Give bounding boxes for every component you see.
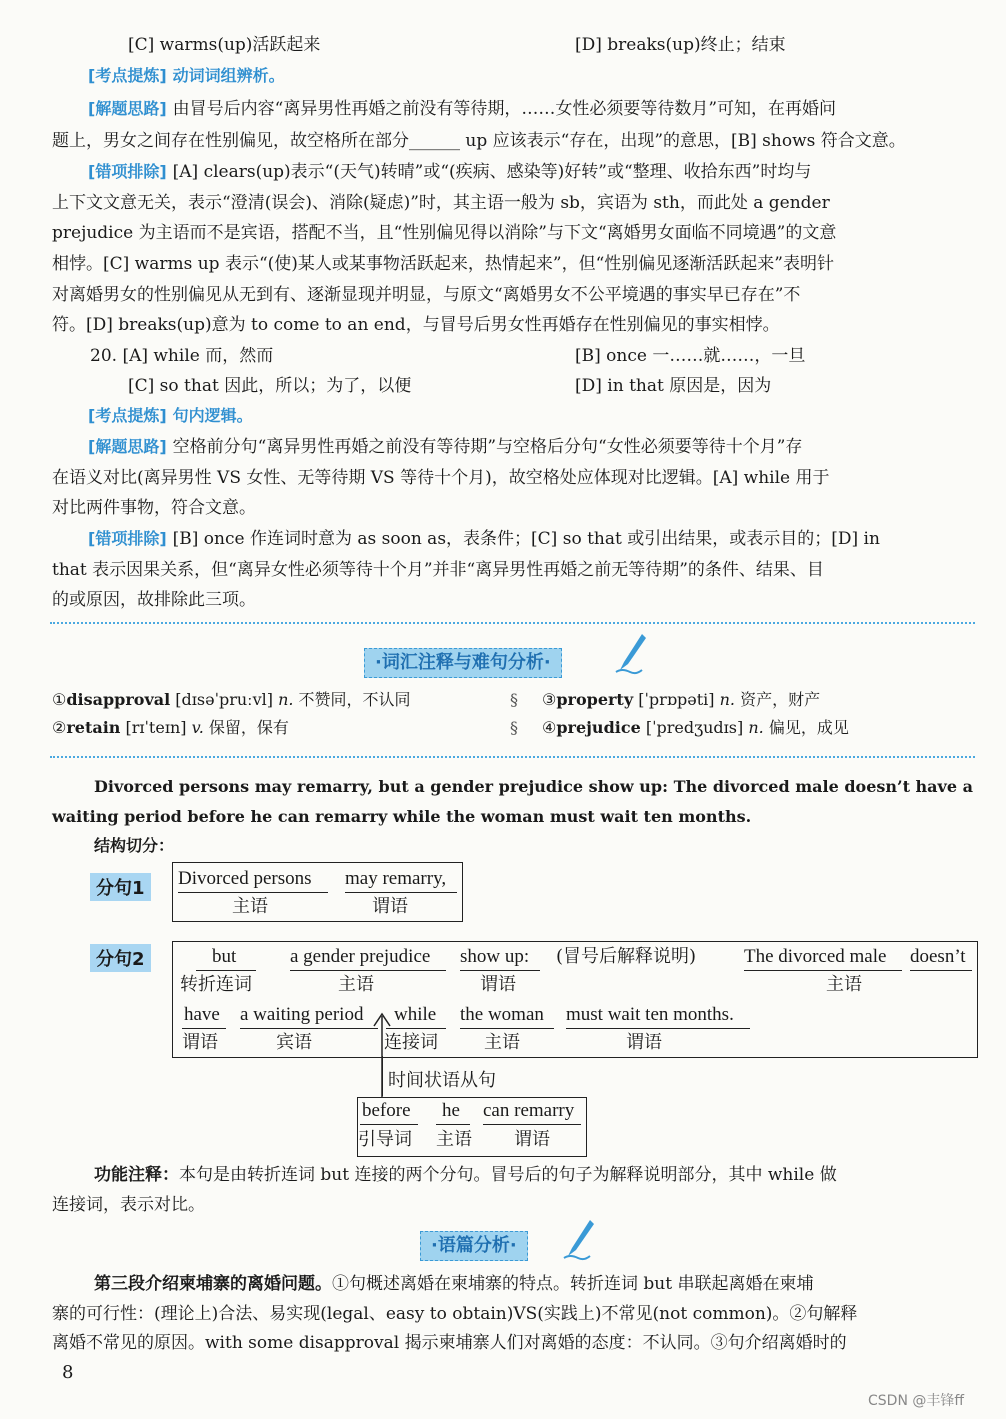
clause1-label: 分句1	[90, 873, 151, 901]
vocab-word: property	[556, 690, 634, 709]
label-intro: 引导词	[358, 1129, 412, 1150]
q19-cx-line2: 上下文文意无关，表示“澄清(误会)、消除(疑虑)”时，其主语一般为 sb，宾语为 sth，而此处 a gender	[52, 193, 830, 213]
vocab-item-2	[52, 716, 289, 740]
q20-option-b: [B] once 一……就……，一旦	[575, 346, 806, 366]
label-predicate: 谓语	[626, 1032, 662, 1053]
clause2-object: a waiting period	[240, 1004, 364, 1025]
analysis-line2: 寨的可行性：(理论上)合法、易实现(legal、easy to obtain)VS(实践上)不常见(not common)。②句解释	[52, 1304, 858, 1324]
label-subject: 主语	[436, 1129, 472, 1150]
cuoxiang-tag: [错项排除]	[88, 162, 167, 181]
cuoxiang-tag: [错项排除]	[88, 529, 167, 548]
label-subject2: 主语	[826, 974, 862, 995]
q20-cx-line2: that 表示因果关系，但“离异女性必须等待十个月”并非“离异男性再婚之前无等待期”的条件、结果、目	[52, 560, 824, 580]
underline	[744, 970, 902, 971]
underline	[182, 1028, 226, 1029]
clause2-doesnt: doesn’t	[910, 946, 966, 967]
kaodian-tag: [考点提炼]	[88, 406, 167, 425]
sentence-line2: waiting period before he can remarry while the woman must wait ten months.	[52, 807, 752, 826]
clause2-predicate: show up:	[460, 946, 530, 967]
jieti-tag: [解题思路]	[88, 99, 167, 118]
underline	[345, 892, 457, 893]
page-number: 8	[62, 1362, 74, 1383]
pen-icon	[560, 1218, 596, 1262]
vocab-phonetic: [dɪsəˈpruːvl]	[175, 690, 273, 709]
jieti-line1: 由冒号后内容“离异男性再婚之前没有等待期，……女性必须要等待数月”可知，在再婚问	[172, 99, 837, 119]
clause2-woman: the woman	[460, 1004, 544, 1025]
vocab-meaning: 资产，财产	[740, 690, 821, 709]
vocab-num: ④	[542, 718, 557, 737]
vocab-item-4	[542, 716, 849, 740]
vocab-word: disapproval	[66, 690, 171, 709]
underline	[240, 1028, 378, 1029]
function-note-line1	[94, 1162, 837, 1188]
sub-before: before	[362, 1100, 411, 1121]
vocab-pos: n.	[278, 690, 294, 709]
label-conj: 连接词	[384, 1032, 438, 1053]
q20-option-a: 20. [A] while 而，然而	[90, 346, 274, 366]
q20-kaodian	[88, 403, 253, 429]
vocab-pos: v.	[191, 718, 204, 737]
clause2-subject: a gender prejudice	[290, 946, 431, 967]
underline	[566, 1028, 750, 1029]
underline	[386, 1028, 446, 1029]
clause2-while: while	[394, 1004, 437, 1025]
underline	[483, 1124, 581, 1125]
analysis-line3: 离婚不常见的原因。with some disapproval 揭示柬埔寨人们对离婚的态度：不认同。③句介绍离婚时的	[52, 1333, 847, 1353]
q19-cx-line3: prejudice 为主语而不是宾语，搭配不当，且“性别偏见得以消除”与下文“离婚男女面临不同境遇”的文意	[52, 223, 837, 243]
vocab-meaning: 保留，保有	[208, 718, 289, 737]
q20-option-c: [C] so that 因此，所以；为了，以便	[128, 376, 412, 396]
q20-jieti	[88, 434, 802, 460]
q20-jieti-line2: 在语义对比(离异男性 VS 女性、无等待期 VS 等待十个月)，故空格处应体现对比逻辑。[A] while 用于	[52, 468, 830, 488]
q19-jieti-line2: 题上，男女之间存在性别偏见，故空格所在部分______ up 应该表示“存在，出现”的意思，[B] shows 符合文意。	[52, 131, 906, 151]
label-predicate: 谓语	[182, 1032, 218, 1053]
q20-cuoxiang	[88, 526, 880, 552]
underline	[460, 1028, 554, 1029]
underline	[910, 970, 972, 971]
vocab-num: ③	[542, 690, 557, 709]
label-predicate: 谓语	[514, 1129, 550, 1150]
option-c-prev: [C] warms(up)活跃起来	[128, 35, 321, 55]
label-subject: 主语	[338, 974, 374, 995]
vocab-banner: ·词汇注释与难句分析·	[364, 648, 562, 678]
kaodian-text: 动词词组辨析。	[172, 66, 285, 85]
label-object: 宾语	[276, 1032, 312, 1053]
q20-option-d: [D] in that 原因是，因为	[575, 376, 772, 396]
q19-cx-line6: 符。[D] breaks(up)意为 to come to an end，与冒号后男女性再婚存在性别偏见的事实相悖。	[52, 315, 780, 335]
option-d-prev: [D] breaks(up)终止；结束	[575, 35, 786, 55]
underline	[290, 970, 446, 971]
q19-jieti	[88, 96, 836, 122]
function-note-text: 本句是由转折连词 but 连接的两个分句。冒号后的句子为解释说明部分，其中 while 做	[179, 1165, 837, 1185]
divider-top	[50, 622, 975, 624]
q20-jieti-line3: 对比两件事物，符合文意。	[52, 498, 256, 518]
vocab-meaning: 不赞同，不认同	[298, 690, 411, 709]
clause2-note: (冒号后解释说明)	[556, 946, 697, 967]
analysis-text: ①句概述离婚在柬埔寨的特点。转折连词 but 串联起离婚在柬埔	[332, 1274, 814, 1294]
vocab-divider-squiggle-2: §	[510, 718, 518, 737]
divider-bottom	[50, 756, 975, 758]
clause2-have: have	[184, 1004, 220, 1025]
q20-cx-line3: 的或原因，故排除此三项。	[52, 590, 256, 610]
vocab-word: retain	[66, 718, 121, 737]
clause2-but: but	[212, 946, 237, 967]
label-conj: 转折连词	[180, 974, 252, 995]
analysis-line1	[94, 1271, 813, 1297]
vocab-num: ②	[52, 718, 67, 737]
vocab-phonetic: [rɪˈteɪn]	[125, 718, 187, 737]
clause1-subject-label: 主语	[232, 896, 268, 917]
vocab-pos: n.	[748, 718, 764, 737]
watermark: CSDN @丰锋ff	[868, 1393, 965, 1409]
cx-line1: [B] once 作连词时意为 as soon as，表条件；[C] so that 或引出结果，或表示目的；[D] in	[172, 529, 880, 549]
underline	[436, 1124, 470, 1125]
kaodian-text: 句内逻辑。	[172, 406, 253, 425]
function-note-label: 功能注释：	[94, 1165, 179, 1185]
function-note-line2: 连接词，表示对比。	[52, 1195, 205, 1215]
vocab-divider-squiggle-1: §	[510, 690, 518, 709]
sentence-line1: Divorced persons may remarry, but a gender prejudice show up: The divorced male doesn’t have a	[94, 777, 973, 796]
sub-can: can remarry	[483, 1100, 575, 1121]
sub-clause-label: 时间状语从句	[388, 1070, 496, 1091]
q19-kaodian	[88, 63, 285, 89]
structure-label: 结构切分：	[94, 836, 175, 855]
vocab-meaning: 偏见，成见	[768, 718, 849, 737]
underline	[196, 970, 256, 971]
vocab-phonetic: [ˈpredʒudɪs]	[645, 718, 744, 737]
jieti-line1: 空格前分句“离异男性再婚之前没有等待期”与空格后分句“女性必须要等待十个月”存	[172, 437, 803, 457]
pen-icon	[612, 632, 648, 676]
clause1-subject: Divorced persons	[178, 868, 312, 889]
underline	[360, 1124, 418, 1125]
vocab-num: ①	[52, 690, 67, 709]
clause2-must: must wait ten months.	[566, 1004, 734, 1025]
kaodian-tag: [考点提炼]	[88, 66, 167, 85]
vocab-word: prejudice	[556, 718, 641, 737]
sub-he: he	[442, 1100, 460, 1121]
jieti-tag: [解题思路]	[88, 437, 167, 456]
vocab-phonetic: [ˈprɒpəti]	[638, 690, 715, 709]
clause2-label: 分句2	[90, 944, 151, 972]
clause1-predicate: may remarry,	[345, 868, 447, 889]
cx-line1: [A] clears(up)表示“(天气)转晴”或“(疾病、感染等)好转”或“整理、收拾东西”时均与	[172, 162, 812, 182]
text-analysis-banner: ·语篇分析·	[420, 1231, 528, 1261]
underline	[460, 970, 540, 971]
vocab-pos: n.	[719, 690, 735, 709]
clause1-predicate-label: 谓语	[372, 896, 408, 917]
connector-line	[382, 1056, 383, 1096]
clause2-subject2: The divorced male	[744, 946, 887, 967]
vocab-item-3	[542, 688, 820, 712]
label-subject: 主语	[484, 1032, 520, 1053]
analysis-heading: 第三段介绍柬埔寨的离婚问题。	[94, 1274, 332, 1294]
underline	[178, 892, 328, 893]
q19-cx-line4: 相悖。[C] warms up 表示“(使)某人或某事物活跃起来，热情起来”，但“性别偏见逐渐活跃起来”表明针	[52, 254, 834, 274]
q19-cuoxiang	[88, 159, 811, 185]
label-predicate: 谓语	[480, 974, 516, 995]
q19-cx-line5: 对离婚男女的性别偏见从无到有、逐渐显现并明显，与原文“离婚男女不公平境遇的事实早已存在”不	[52, 285, 801, 305]
vocab-item-1	[52, 688, 411, 712]
